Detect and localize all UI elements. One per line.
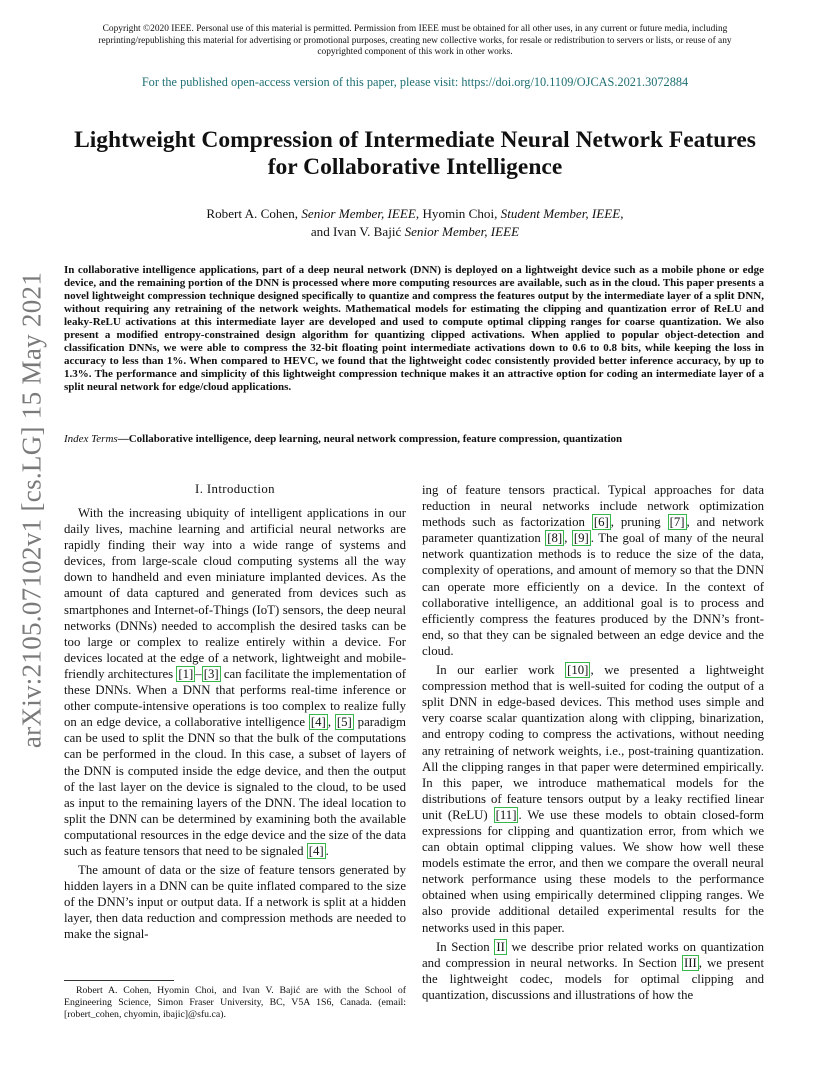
citation-link[interactable]: [5] bbox=[336, 715, 352, 730]
citation-link[interactable]: [10] bbox=[567, 663, 589, 678]
title-line-1: Lightweight Compression of Intermediate Neural Network Features bbox=[74, 127, 756, 153]
doi-link[interactable]: For the published open-access version of this paper, please visit: https://doi.org/10.1109/OJCAS.2021.3072884 bbox=[141, 75, 689, 89]
abstract: In collaborative intelligence applications, part of a deep neural network (DNN) is deployed on a lightweight device such as a mobile phone or edge device, and the remaining portion of the DNN is processed where more computing resources are available, such as in the cloud. This paper presents a novel lightweight compression technique designed specifically to quantize and compress the features output by the intermediate layer of a split DNN, without requiring any retraining of the network weights. Mathematical models for estimating the clipping and quantization error of ReLU and leaky-ReLU activations at this intermediate layer are developed and used to compute optimal clipping ranges for coarse quantization. We also present a modified entropy-constrained design algorithm for quantizing clipped activations. When applied to popular object-detection and classification DNNs, we were able to compress the 32-bit floating point intermediate activations down to 0.6 to 0.8 bits, while keeping the loss in accuracy to less than 1%. When compared to HEVC, we found that the lightweight codec consistently provided better inference accuracy, by up to 1.3%. The performance and simplicity of this lightweight compression technique makes it an attractive option for coding an intermediate layer of a split neural network for edge/cloud applications. bbox=[64, 264, 764, 394]
citation-link[interactable]: [4] bbox=[308, 843, 324, 858]
section-heading: I. Introduction bbox=[195, 482, 275, 496]
right-column bbox=[422, 482, 764, 1022]
author-list bbox=[100, 205, 730, 241]
intro-paragraph-2: The amount of data or the size of feature tensors generated by hidden layers in a DNN can be quite inflated compared to the size of the DNN’s input or output data. If a network is split at a hidden layer, then data reduction and compression methods are needed to make the signal- bbox=[64, 863, 406, 942]
citation-link[interactable]: [1] bbox=[178, 666, 194, 681]
citation-link[interactable]: [7] bbox=[669, 515, 685, 530]
section-link[interactable]: III bbox=[683, 955, 697, 970]
copyright-notice: Copyright ©2020 IEEE. Personal use of this material is permitted. Permission from IEEE must be obtained for all other uses, in any current or future media, including reprinting/republishing this material for advertising or promotional purposes, creating new collective works, for resale or redistribution to servers or lists, or reuse of any copyrighted component of this work in other works. bbox=[98, 24, 732, 57]
author-footnote: Robert A. Cohen, Hyomin Choi, and Ivan V. Bajić are with the School of Engineering Science, Simon Fraser University, BC, V5A 1S6, Canada. (email: [robert_cohen, chyomin, ibajic]@sfu.ca). bbox=[64, 985, 406, 1021]
author-line-1: Robert A. Cohen, Senior Member, IEEE, Hyomin Choi, Student Member, IEEE, bbox=[206, 206, 624, 221]
left-column bbox=[64, 505, 406, 967]
author-line-2: and Ivan V. Bajić Senior Member, IEEE bbox=[310, 224, 520, 239]
title-line-2: for Collaborative Intelligence bbox=[267, 154, 563, 180]
citation-link[interactable]: [3] bbox=[203, 666, 219, 681]
intro-paragraph-continued: ing of feature tensors practical. Typical approaches for data reduction in neural networks include network optimization methods such as factorization [6] , pruning [7] , and network parameter quantization [8] , [9] . The goal of many of the neural network quantization methods is to reduce the size of the data, complexity of operations, and amount of memory so that the DNN can operate more efficiently on a device. In the context of collaborative intelligence, an additional goal is to process and efficiently compress the features produced by the DNN’s front-end, so that they can be signaled between an edge device and the cloud. bbox=[422, 483, 764, 658]
index-terms-label: Index Terms bbox=[64, 433, 118, 445]
citation-link[interactable]: [9] bbox=[573, 531, 589, 546]
intro-paragraph-4: In Section II we describe prior related works on quantization and compression in neural networks. In Section III , we present the lightweight codec, models for optimal clipping and quantization, discussions and illustrations of how the bbox=[422, 939, 764, 1002]
section-link[interactable]: II bbox=[496, 939, 505, 954]
intro-paragraph-1: With the increasing ubiquity of intelligent applications in our daily lives, machine learning and artificial neural networks are rapidly finding their way into a wide range of systems and devices, from large-scale cloud computing systems all the way down to handheld and even miniature implanted devices. As the amount of data captured and generated from devices such as smartphones and Internet-of-Things (IoT) sensors, the deep neural networks (DNNs) needed to accomplish the desired tasks can be too large or complex to realize entirely within a device. For devices located at the edge of a network, lightweight and mobile-friendly architectures [1] – [3] can facilitate the implementation of these DNNs. When a DNN that performs real-time inference or other compute-intensive operations is too complex to realize fully on an edge device, a collaborative intelligence [4] , [5] paradigm can be used to split the DNN so that the bulk of the computations can be performed in the cloud. In this case, a subset of layers of the DNN is computed inside the edge device, and then the output of the last layer on the device is signaled to the cloud, to be used as input to the remaining layers of the DNN. The ideal location to split the DNN can be determined by examining both the available computational resources in the edge device and the size of the data such as feature tensors that need to be signaled [4] . bbox=[64, 506, 406, 858]
citation-link[interactable]: [11] bbox=[495, 807, 517, 822]
paper-title bbox=[40, 127, 790, 181]
index-terms: Index Terms—Collaborative intelligence, deep learning, neural network compression, feature compression, quantization bbox=[64, 433, 623, 445]
intro-paragraph-3: In our earlier work [10] , we presented a lightweight compression method that is well-suited for coding the output of a split DNN in edge-based devices. This method uses simple and very coarse scalar quantization along with clipping, binarization, and entropy coding to compress the activations, without needing any retraining of network weights, i.e., post-training quantization. All the clipping ranges in that paper were determined empirically. In this paper, we introduce mathematical models for the distributions of feature tensors output by a leaky rectified linear unit (ReLU) [11] . We use these models to obtain closed-form expressions for clipping and quantization error, from which we can obtain optimal clipping values. We show how well these models estimate the error, and then we compare the overall neural network performance using these models to the performance obtained when using empirically determined clipping ranges. We also provide additional detailed experimental results for the networks used in this paper. bbox=[422, 663, 764, 935]
footnote-rule bbox=[64, 980, 174, 981]
citation-link[interactable]: [8] bbox=[547, 531, 563, 546]
arxiv-stamp: arXiv:2105.07102v1 [cs.LG] 15 May 2021 bbox=[16, 271, 47, 749]
citation-link[interactable]: [6] bbox=[593, 515, 609, 530]
citation-link[interactable]: [4] bbox=[310, 715, 326, 730]
